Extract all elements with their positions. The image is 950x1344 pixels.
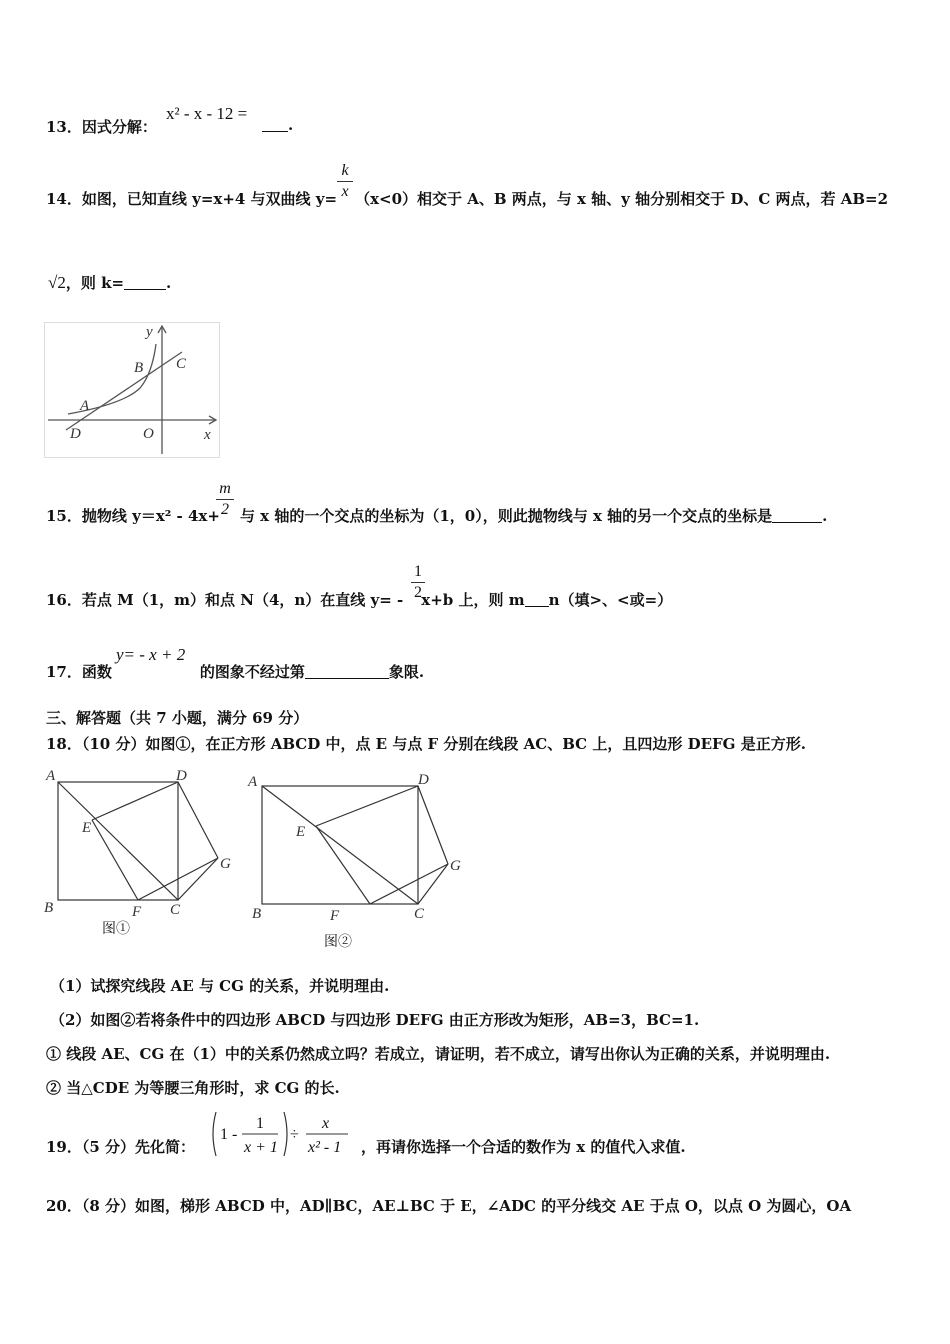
q19-expression xyxy=(208,1108,372,1160)
fig2-label-a: A xyxy=(248,774,258,790)
q19-one-minus: 1 - xyxy=(220,1126,238,1143)
question-14-line2: √2，则 k= . xyxy=(48,273,172,292)
q14-fraction: k x xyxy=(337,162,353,201)
question-17 xyxy=(46,661,424,682)
q13-answer-blank[interactable] xyxy=(262,117,288,132)
q14-part1: 如图，已知直线 y=x+4 与双曲线 y= xyxy=(81,190,338,208)
fig14-label-y: y xyxy=(146,324,153,340)
fig1-label-b: B xyxy=(44,900,54,916)
q19-frac1-num: 1 xyxy=(256,1115,264,1132)
q13-number: 13． xyxy=(46,118,82,136)
fig14-label-d: D xyxy=(70,426,81,442)
fig2-label-g: G xyxy=(450,858,461,874)
q18-sub2b: ② 当△CDE 为等腰三角形时，求 CG 的长. xyxy=(46,1079,340,1097)
q17-expression: y= - x + 2 xyxy=(116,645,186,664)
q17-part2: 的图象不经过第 xyxy=(199,663,305,681)
q13-expression: x² - x - 12 = xyxy=(166,104,248,123)
q18-sub1: （1）试探究线段 AE 与 CG 的关系，并说明理由. xyxy=(50,977,390,995)
fig1-label-a: A xyxy=(46,768,56,784)
question-16 xyxy=(46,589,672,610)
q15-fraction: m 2 xyxy=(216,480,234,519)
fig14-label-x: x xyxy=(204,427,211,443)
q16-number: 16． xyxy=(46,591,82,609)
question-18-intro: 18．（10 分）如图①，在正方形 ABCD 中，点 E 与点 F 分别在线段 AC、BC 上，且四边形 DEFG 是正方形. xyxy=(46,735,806,753)
fig2-label-c: C xyxy=(414,906,425,922)
q19-frac2-den: x² - 1 xyxy=(308,1139,342,1156)
q17-number: 17． xyxy=(46,663,82,681)
q17-answer-blank[interactable] xyxy=(305,664,389,679)
fig14-label-a: A xyxy=(80,398,90,414)
q16-fraction: 1 2 xyxy=(411,563,425,602)
fig1-label-e: E xyxy=(82,820,92,836)
question-13 xyxy=(46,116,157,137)
q14-number: 14． xyxy=(46,190,82,208)
q14-figure xyxy=(44,322,224,460)
q15-number: 15． xyxy=(46,507,82,525)
q13-text: 因式分解： xyxy=(81,118,157,136)
fig1-label-f: F xyxy=(132,904,142,920)
q19-number: 19． xyxy=(46,1138,82,1156)
q17-part3: 象限. xyxy=(388,663,425,681)
q19-part1: （5 分）先化简： xyxy=(81,1138,196,1156)
fig2-label-d: D xyxy=(418,772,429,788)
q18-figure-1 xyxy=(44,764,240,930)
fig14-label-c: C xyxy=(176,356,187,372)
q14-answer-blank[interactable] xyxy=(124,275,166,290)
fig2-label-e: E xyxy=(296,824,306,840)
q13-answer: . xyxy=(262,116,293,134)
q18-sub2: （2）如图②若将条件中的四边形 ABCD 与四边形 DEFG 由正方形改为矩形，AB=3，BC=1. xyxy=(50,1011,700,1029)
q19-frac1-den: x + 1 xyxy=(244,1139,278,1156)
q19-divide: ÷ xyxy=(290,1126,299,1143)
q15-part2: 与 x 轴的一个交点的坐标为（1，0），则此抛物线与 x 轴的另一个交点的坐标是 xyxy=(239,507,773,525)
fig2-label-b: B xyxy=(252,906,262,922)
q15-part1: 抛物线 y＝x² - 4x+ xyxy=(81,507,220,525)
q14-part2: （x<0）相交于 A、B 两点，与 x 轴、y 轴分别相交于 D、C 两点，若 AB=2 xyxy=(355,190,889,208)
fig14-label-o: O xyxy=(143,426,154,442)
fig1-label-c: C xyxy=(170,902,181,918)
q14-part3: ，则 k= xyxy=(65,274,125,292)
q18-figure-1-caption: 图① xyxy=(102,921,130,937)
question-15: 15．抛物线 y＝x² - 4x+ 与 x 轴的一个交点的坐标为（1，0），则此抛物线与 x 轴的另一个交点的坐标是 . xyxy=(46,507,828,525)
q17-part1: 函数 xyxy=(81,663,112,681)
q18-sub2a: ① 线段 AE、CG 在（1）中的关系仍然成立吗？若成立，请证明，若不成立，请写出你认为正确的关系，并说明理由. xyxy=(46,1045,831,1063)
section-heading: 三、解答题（共 7 小题，满分 69 分） xyxy=(46,709,309,727)
question-20: 20．（8 分）如图，梯形 ABCD 中，AD∥BC，AE⊥BC 于 E，∠ADC 的平分线交 AE 于点 O，以点 O 为圆心，OA xyxy=(46,1197,852,1215)
q16-part2: x+b 上，则 m xyxy=(421,591,525,609)
q16-part3: n（填>、<或=） xyxy=(548,591,673,609)
q19-part2: ，再请你选择一个合适的数作为 x 的值代入求值. xyxy=(361,1138,686,1156)
q14-sqrt: √2 xyxy=(48,273,66,292)
q16-part1: 若点 M（1，m）和点 N（4，n）在直线 y= - xyxy=(81,591,404,609)
q18-figure-2 xyxy=(246,768,472,928)
fig1-label-g: G xyxy=(220,856,231,872)
fig2-label-f: F xyxy=(330,908,340,924)
q19-frac2-num: x xyxy=(322,1115,330,1132)
q16-answer-blank[interactable] xyxy=(525,592,549,607)
q15-answer-blank[interactable] xyxy=(772,508,822,523)
q18-figure-2-caption: 图② xyxy=(324,934,352,950)
question-14-line1 xyxy=(46,188,888,209)
fig14-label-b: B xyxy=(134,360,144,376)
fig1-label-d: D xyxy=(176,768,187,784)
